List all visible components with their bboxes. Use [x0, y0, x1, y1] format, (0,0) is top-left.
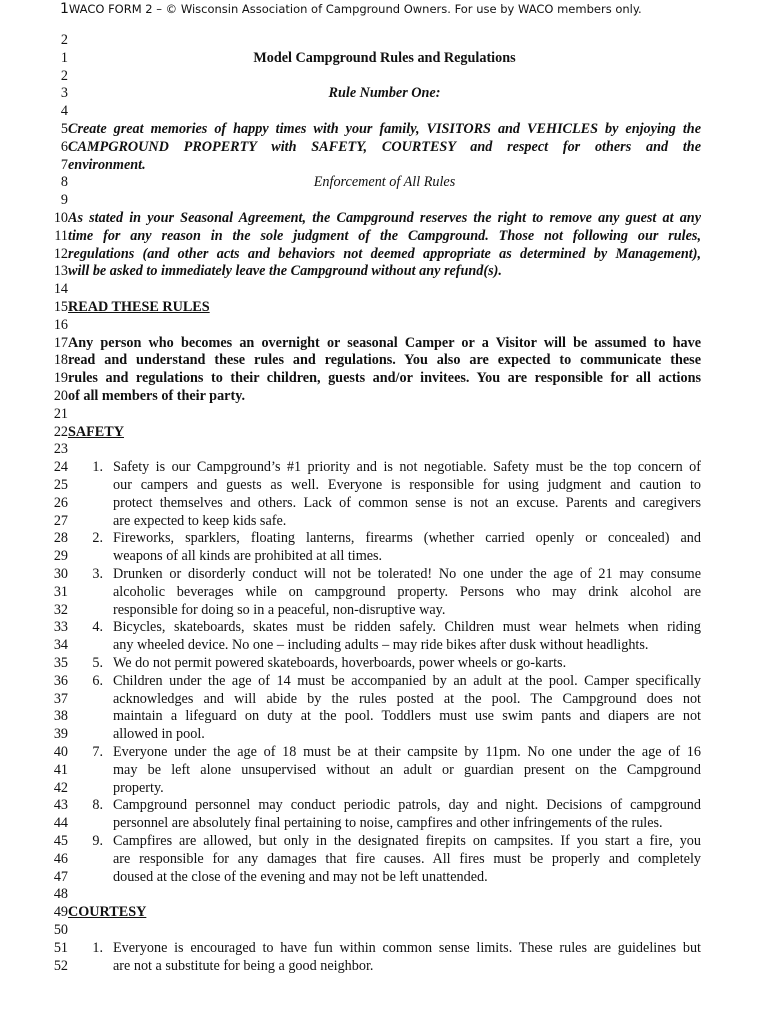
line-number: 6 [60, 138, 68, 155]
document-line [0, 512, 770, 530]
line-number: 39 [53, 726, 68, 743]
courtesy-item-text: are not a substitute for being a good neighbor. [113, 957, 374, 974]
list-item-number: 5. [92, 655, 103, 671]
document-line [0, 84, 770, 102]
document-line [0, 476, 770, 494]
line-number: 49 [53, 904, 68, 921]
safety-item-text: allowed in pool. [113, 726, 205, 743]
safety-item-text: are expected to keep kids safe. [113, 512, 287, 529]
line-number: 4 [60, 103, 68, 120]
document-line [0, 690, 770, 708]
blank-line [0, 440, 770, 458]
document-line [0, 262, 770, 280]
form-header [60, 1, 760, 17]
safety-item-text: protect themselves and others. Lack of common sense is not an excuse. Parents and caregivers [113, 494, 701, 511]
safety-item-text: Children under the age of 14 must be accompanied by an adult at the pool. Camper specifically [113, 672, 701, 689]
read-rules-text: read and understand these rules and regulations. You also are expected to communicate these [68, 352, 701, 369]
line-number: 50 [53, 922, 68, 938]
line-number: 36 [53, 672, 68, 689]
rule-one-heading: Rule Number One: [328, 85, 441, 102]
document-line [0, 138, 770, 156]
document-line [0, 529, 770, 547]
line-number: 13 [53, 263, 68, 280]
document-line [0, 903, 770, 921]
safety-item-text: Everyone under the age of 18 must be at their campsite by 11pm. No one under the age of 16 [113, 744, 701, 760]
list-item-number: 9. [92, 833, 103, 849]
enforcement-text: time for any reason in the sole judgment of the Campground. Those not following our rules, [68, 227, 701, 244]
line-number: 26 [53, 494, 68, 511]
line-number: 12 [53, 245, 68, 262]
line-number: 41 [53, 761, 68, 778]
safety-item-text: Safety is our Campground’s #1 priority and is not negotiable. Safety must be the top concern of [113, 459, 701, 476]
header-line-number: 1 [60, 1, 69, 17]
line-number: 33 [53, 619, 68, 636]
line-number: 9 [60, 192, 68, 209]
safety-item-text: Campground personnel may conduct periodic patrols, day and night. Decisions of campground [113, 797, 701, 814]
safety-item-text: maintain a lifeguard on duty at the pool. Toddlers must use swim pants and diapers are not [113, 708, 701, 725]
line-number: 34 [53, 637, 68, 654]
list-item-number: 2. [92, 530, 103, 547]
line-number: 14 [53, 281, 68, 298]
list-item-number: 7. [92, 744, 103, 760]
blank-line [0, 921, 770, 939]
line-number: 18 [53, 352, 68, 369]
document-line [0, 725, 770, 743]
document-line [0, 672, 770, 690]
read-rules-text: of all members of their party. [68, 388, 246, 404]
blank-line [0, 67, 770, 85]
line-number: 52 [53, 957, 68, 974]
document-line [0, 156, 770, 174]
list-item-number: 4. [92, 619, 103, 636]
enforcement-text: will be asked to immediately leave the Campground without any refund(s). [68, 263, 502, 280]
list-item-number: 8. [92, 797, 103, 814]
header-text: WACO FORM 2 – © Wisconsin Association of Campground Owners. For use by WACO members only. [68, 2, 642, 16]
document-line [0, 957, 770, 975]
line-number: 2 [60, 67, 68, 84]
document-line [0, 601, 770, 619]
document-line [0, 387, 770, 405]
document-line [0, 423, 770, 441]
enforcement-heading: Enforcement of All Rules [313, 174, 456, 191]
document-line [0, 173, 770, 191]
rule-one-text: CAMPGROUND PROPERTY with SAFETY, COURTESY and respect for others and the [68, 138, 701, 155]
safety-item-text: doused at the close of the evening and may not be left unattended. [113, 868, 488, 885]
line-number: 10 [53, 210, 68, 226]
document-line [0, 654, 770, 672]
document-line [0, 227, 770, 245]
document-line [0, 636, 770, 654]
line-number: 19 [53, 370, 68, 387]
line-number: 31 [53, 583, 68, 600]
document-line [0, 565, 770, 583]
document-line [0, 120, 770, 138]
line-number: 40 [53, 744, 68, 760]
safety-item-text: personnel are absolutely final pertaining to noise, campfires and other infringements of the rules. [113, 815, 663, 832]
blank-line [0, 102, 770, 120]
document-line [0, 547, 770, 565]
safety-item-text: weapons of all kinds are prohibited at all times. [113, 548, 383, 565]
line-number: 47 [53, 868, 68, 885]
line-number: 7 [60, 156, 68, 173]
blank-line [0, 31, 770, 49]
document-line [0, 761, 770, 779]
document-line [0, 351, 770, 369]
document-line [0, 494, 770, 512]
document-line [0, 779, 770, 797]
rule-one-text: environment. [68, 156, 146, 173]
document-line [0, 707, 770, 725]
safety-item-text: property. [113, 779, 164, 796]
document-line [0, 583, 770, 601]
courtesy-item-text: Everyone is encouraged to have fun within common sense limits. These rules are guidelines but [113, 939, 701, 956]
line-number: 15 [53, 299, 68, 315]
line-number: 1 [60, 49, 68, 66]
line-number: 35 [53, 655, 68, 671]
safety-item-text: Bicycles, skateboards, skates must be ridden safely. Children must wear helmets when riding [113, 619, 701, 636]
line-number: 3 [60, 85, 68, 102]
line-number: 21 [53, 405, 68, 422]
section-heading-courtesy: COURTESY [68, 904, 147, 921]
safety-item-text: acknowledges and will abide by the rules posted at the pool. The Campground does not [113, 690, 701, 707]
line-number: 29 [53, 548, 68, 565]
list-item-number: 1. [92, 939, 103, 956]
line-number: 27 [53, 512, 68, 529]
line-number: 8 [60, 174, 68, 191]
document-line [0, 458, 770, 476]
document-line [0, 743, 770, 761]
document-line [0, 796, 770, 814]
safety-item-text: may be left alone unsupervised without an adult or guardian present on the Campground [113, 761, 701, 778]
line-number: 28 [53, 530, 68, 547]
line-number: 42 [53, 779, 68, 796]
document-line [0, 245, 770, 263]
blank-line [0, 885, 770, 903]
safety-item-text: Drunken or disorderly conduct will not be tolerated! No one under the age of 21 may consume [113, 566, 701, 582]
safety-item-text: responsible for doing so in a peaceful, non-disruptive way. [113, 601, 446, 618]
list-item-number: 6. [92, 672, 103, 689]
safety-item-text: any wheeled device. No one – including adults – may ride bikes after dusk without headlights. [113, 637, 649, 654]
document-title: Model Campground Rules and Regulations [253, 49, 516, 66]
document-line [0, 369, 770, 387]
read-rules-text: Any person who becomes an overnight or seasonal Camper or a Visitor will be assumed to have [68, 334, 701, 351]
document-line [0, 298, 770, 316]
read-rules-text: rules and regulations to their children, guests and/or invitees. You are responsible for all actions [68, 370, 701, 387]
enforcement-text: As stated in your Seasonal Agreement, the Campground reserves the right to remove any guest at any [68, 210, 701, 226]
section-heading-safety: SAFETY [68, 423, 124, 440]
line-number: 30 [53, 566, 68, 582]
line-number: 23 [53, 441, 68, 458]
blank-line [0, 316, 770, 334]
line-number: 51 [53, 939, 68, 956]
line-number: 20 [53, 388, 68, 404]
enforcement-text: regulations (and other acts and behaviors not deemed appropriate as determined by Management), [68, 245, 701, 262]
line-number: 46 [53, 850, 68, 867]
line-number: 11 [54, 227, 68, 244]
line-number: 2 [60, 32, 68, 48]
safety-item-text: our campers and guests as well. Everyone is responsible for using judgment and caution to [113, 477, 701, 493]
document-line [0, 49, 770, 67]
safety-item-text: Fireworks, sparklers, floating lanterns, firearms (whether carried openly or concealed) and [113, 530, 701, 547]
document-line [0, 850, 770, 868]
rule-one-text: Create great memories of happy times with your family, VISITORS and VEHICLES by enjoying the [68, 121, 701, 137]
line-number: 45 [53, 833, 68, 849]
section-heading-read: READ THESE RULES [68, 299, 210, 315]
safety-item-text: alcoholic beverages while on campground property. Persons who may drink alcohol are [113, 583, 701, 600]
document-line [0, 209, 770, 227]
line-number: 5 [60, 121, 68, 137]
line-number: 24 [53, 459, 68, 476]
line-number: 37 [53, 690, 68, 707]
safety-item-text: Campfires are allowed, but only in the designated firepits on campsites. If you start a fire, you [113, 833, 701, 849]
line-number: 32 [53, 601, 68, 618]
line-number: 17 [53, 334, 68, 351]
list-item-number: 1. [92, 459, 103, 476]
line-number: 16 [53, 316, 68, 333]
blank-line [0, 280, 770, 298]
blank-line [0, 191, 770, 209]
line-number: 44 [53, 815, 68, 832]
safety-item-text: are responsible for any damages that fire causes. All fires must be properly and completely [113, 850, 701, 867]
document-line [0, 618, 770, 636]
list-item-number: 3. [92, 566, 103, 582]
document-line [0, 832, 770, 850]
document-line [0, 939, 770, 957]
document-line [0, 868, 770, 886]
document-line [0, 334, 770, 352]
document-line [0, 814, 770, 832]
line-number: 22 [53, 423, 68, 440]
line-number: 48 [53, 886, 68, 903]
blank-line [0, 405, 770, 423]
line-number: 43 [53, 797, 68, 814]
safety-item-text: We do not permit powered skateboards, hoverboards, power wheels or go-karts. [113, 655, 567, 671]
line-number: 38 [53, 708, 68, 725]
line-number: 25 [53, 477, 68, 493]
